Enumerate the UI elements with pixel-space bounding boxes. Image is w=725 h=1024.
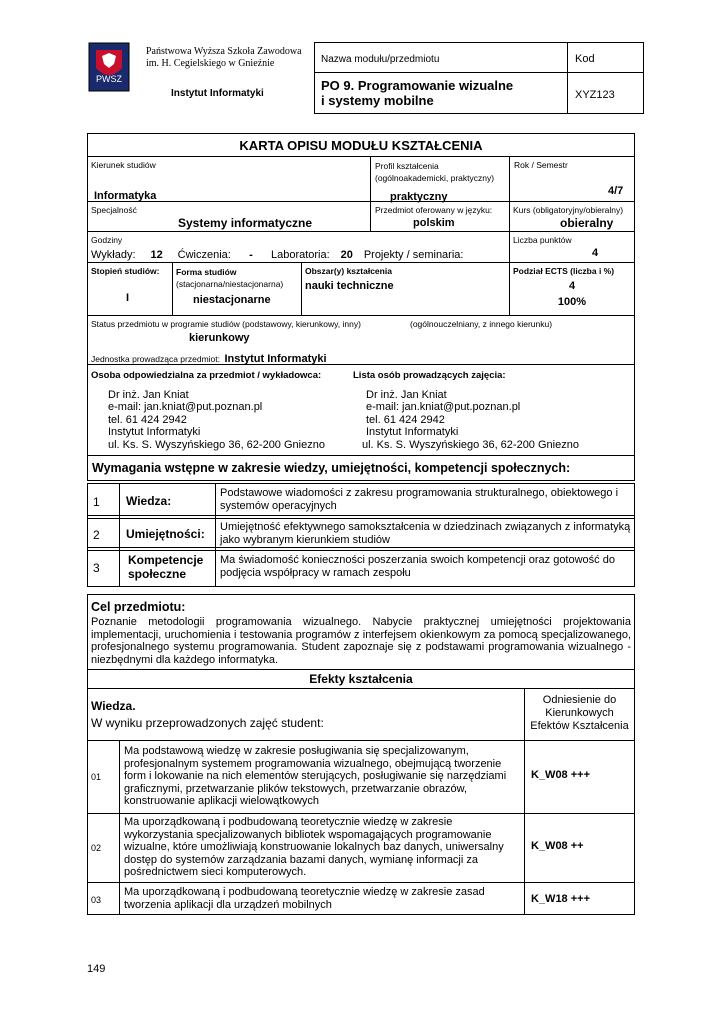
effect-num: 02	[91, 843, 102, 853]
stopien-value: I	[126, 292, 130, 304]
requirement-row	[87, 483, 635, 519]
goal-text: Poznanie metodologii programowania wizualnego. Nabycie praktycznej umiejętności projektowania implementacji, uruchomienia i testowania programów z interfejsem okienkowym za pomocą specjalizowanego, profesjonalnego systemu programowania. Student zapoznaje się z podstawami programowania wizualnego - niezbędnymi dla każdego informatyka.	[91, 616, 631, 666]
module-header-box	[314, 42, 644, 114]
requirement-text: Umiejętność efektywnego samokształcenia w dziedzinach związanych z informatyką jako wybranym kierunkiem studiów	[220, 521, 631, 546]
ects-value: 4	[568, 280, 576, 292]
requirement-row	[87, 515, 635, 551]
status-value: kierunkowy	[189, 332, 250, 344]
wiedza-subtitle: W wyniku przeprowadzonych zajęć student:	[91, 716, 324, 730]
specjalnosc-label: Specjalność	[91, 205, 137, 215]
cwiczenia-value: -	[249, 249, 253, 261]
jednostka-value: Instytut Informatyki	[224, 353, 327, 365]
obszar-label: Obszar(y) kształcenia	[305, 266, 392, 276]
status-label: Status przedmiotu w programie studiów (podstawowy, kierunkowy, inny)	[91, 319, 361, 329]
school-name-line2: im. H. Cegielskiego w Gnieźnie	[146, 58, 275, 69]
contact-right-line: e-mail: jan.kniat@put.poznan.pl	[366, 401, 521, 414]
module-name-label: Nazwa modułu/przedmiotu	[321, 54, 440, 65]
svg-text:PWSZ: PWSZ	[96, 74, 122, 84]
effect-text: Ma uporządkowaną i podbudowaną teoretycznie wiedzę w zakresie zasad tworzenia aplikacji dla urządzeń mobilnych	[124, 886, 485, 911]
forma-sub: (stacjonarna/niestacjonarna)	[176, 279, 284, 289]
school-name-line1: Państwowa Wyższa Szkoła Zawodowa	[146, 46, 302, 57]
contact-left-line: Dr inż. Jan Kniat	[108, 389, 189, 401]
effect-reference: K_W08 +++	[531, 769, 591, 781]
contact-left	[108, 389, 325, 451]
contact-left-line: tel. 61 424 2942	[108, 413, 187, 426]
profil-value: praktyczny	[390, 191, 448, 203]
requirement-name: Umiejętności:	[126, 527, 205, 541]
lista-label: Lista osób prowadzących zajęcia:	[353, 370, 506, 381]
wyklady-label: Wykłady:	[91, 249, 136, 261]
wyklady-value: 12	[150, 249, 163, 261]
effect-text: Ma uporządkowaną i podbudowaną teoretycznie wiedzę w zakresie wykorzystania specjalizowanych bibliotek wspomagających programowanie wizualne, które umożliwiają konstruowanie lokalnych baz danych, uniwersalny dostęp do systemów zarządzania bazami danych, wymianę informacji za pośrednictwem sieci komputerowych.	[124, 816, 504, 878]
effect-row	[87, 813, 635, 883]
card-title: KARTA OPISU MODUŁU KSZTAŁCENIA	[239, 138, 483, 153]
contact-right-line: ul. Ks. S. Wyszyńskiego 36, 62-200 Gniezno	[362, 438, 579, 451]
stopien-label: Stopień studiów:	[91, 266, 160, 276]
punkty-value: 4	[592, 247, 599, 259]
card-title-row	[87, 133, 635, 157]
contact-right	[362, 389, 579, 451]
laboratoria-value: 20	[340, 249, 353, 261]
forma-value: niestacjonarne	[193, 294, 271, 306]
reference-header: Odniesienie do Kierunkowych Efektów Kształcenia	[530, 694, 629, 732]
effect-num: 03	[91, 895, 102, 905]
obszar-value: nauki techniczne	[305, 280, 394, 292]
kurs-label: Kurs (obligatoryjny/obieralny)	[513, 205, 624, 215]
kurs-value: obieralny	[560, 216, 614, 230]
goal-title: Cel przedmiotu:	[91, 600, 186, 614]
requirement-num: 3	[93, 561, 100, 575]
rok-value: 4/7	[608, 185, 624, 197]
contact-left-line: e-mail: jan.kniat@put.poznan.pl	[108, 401, 263, 414]
requirement-row	[87, 547, 635, 587]
kierunek-value: Informatyka	[94, 190, 157, 202]
requirements-title: Wymagania wstępne w zakresie wiedzy, umiejętności, kompetencji społecznych:	[92, 461, 571, 475]
kierunek-label: Kierunek studiów	[91, 160, 156, 170]
punkty-label: Liczba punktów	[513, 235, 572, 245]
effect-row	[87, 882, 635, 915]
projekty-label: Projekty / seminaria:	[363, 249, 464, 261]
effect-text: Ma podstawową wiedzę w zakresie posługiwania się specjalizowanym, profesjonalnym systemem programowania wizualnego, obejmującą tworzenie form i lokowanie na nich elementów sterujących, posługiwanie się narzędziami graficznymi, przetwarzanie plików tekstowych, przetwarzanie obrazów, konstruowanie aplikacji wielowątkowych	[124, 745, 507, 807]
requirement-name: Kompetencje społeczne	[128, 553, 204, 581]
profil-label: Profil kształcenia	[375, 161, 439, 171]
effect-reference: K_W08 ++	[531, 840, 584, 852]
jezyk-value: polskim	[413, 217, 455, 229]
requirement-text: Podstawowe wiadomości z zakresu programowania strukturalnego, obiektowego i systemów operacyjnych	[220, 487, 619, 512]
contact-left-line: Instytut Informatyki	[108, 426, 201, 439]
ects-label: Podział ECTS (liczba i %)	[513, 266, 615, 276]
requirement-num: 1	[93, 495, 100, 509]
cwiczenia-label: Ćwiczenia:	[177, 249, 231, 261]
module-name-line1: PO 9. Programowanie wizualne	[321, 78, 514, 93]
status-label-2: (ogólnouczelniany, z innego kierunku)	[410, 319, 553, 329]
forma-label: Forma studiów	[176, 267, 237, 277]
school-logo	[88, 42, 130, 92]
laboratoria-label: Laboratoria:	[270, 249, 330, 261]
jednostka-label: Jednostka prowadząca przedmiot:	[91, 354, 220, 364]
requirement-text: Ma świadomość konieczności poszerzania swoich kompetencji oraz gotowość do podjęcia współpracy w ramach zespołu	[220, 554, 615, 579]
code-label: Kod	[575, 53, 595, 65]
ects-percent: 100%	[557, 296, 587, 308]
effect-reference: K_W18 +++	[531, 893, 591, 905]
contact-right-line: Instytut Informatyki	[366, 426, 459, 439]
profil-label-sub: (ogólnoakademicki, praktyczny)	[375, 173, 495, 183]
contact-right-line: tel. 61 424 2942	[366, 413, 445, 426]
requirement-num: 2	[93, 528, 100, 542]
wiedza-title: Wiedza.	[91, 699, 136, 713]
specjalnosc-value: Systemy informatyczne	[178, 216, 313, 230]
jezyk-label: Przedmiot oferowany w języku:	[375, 205, 493, 215]
godziny-label: Godziny	[91, 235, 123, 245]
contact-left-line: ul. Ks. S. Wyszyńskiego 36, 62-200 Gniezno	[108, 438, 325, 451]
contact-right-line: Dr inż. Jan Kniat	[366, 389, 447, 401]
effect-num: 01	[91, 772, 102, 782]
page-number: 149	[87, 963, 106, 975]
osoba-label: Osoba odpowiedzialna za przedmiot / wykładowca:	[91, 370, 322, 381]
institute-name: Instytut Informatyki	[171, 88, 264, 99]
module-code: XYZ123	[575, 89, 615, 101]
effects-title: Efekty kształcenia	[309, 672, 413, 686]
module-name-line2: i systemy mobilne	[321, 93, 434, 108]
effect-row	[87, 740, 635, 814]
requirement-name: Wiedza:	[126, 494, 172, 508]
rok-label: Rok / Semestr	[514, 160, 568, 170]
